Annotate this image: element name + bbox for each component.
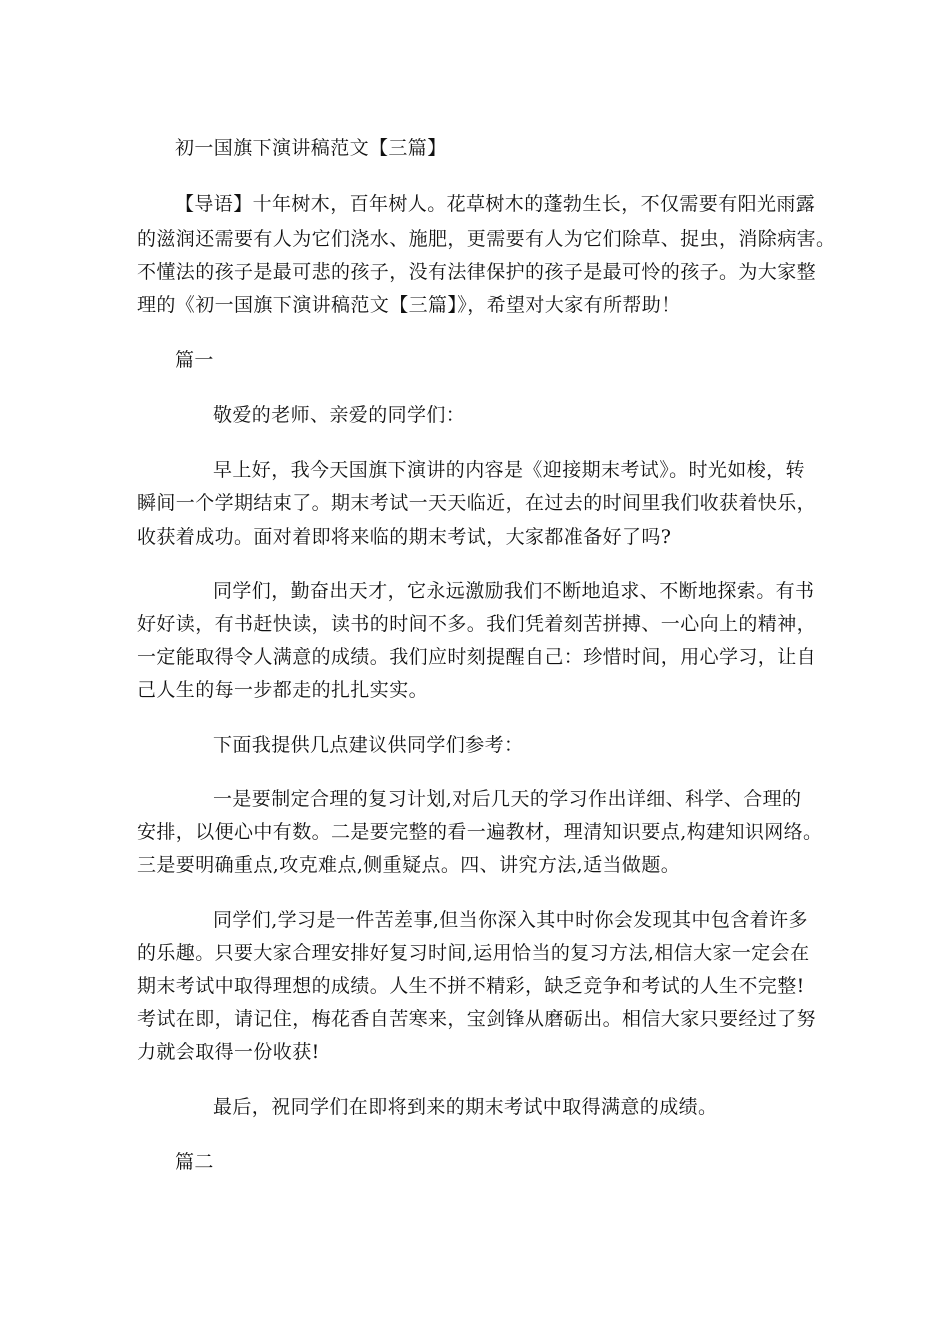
paragraph-line: 瞬间一个学期结束了。期末考试一天天临近，在过去的时间里我们收获着快乐， (137, 492, 817, 514)
greeting: 敬爱的老师、亲爱的同学们： (213, 404, 466, 426)
paragraph-line: 期末考试中取得理想的成绩。人生不拼不精彩，缺乏竞争和考试的人生不完整! (137, 975, 805, 997)
paragraph-line: 同学们，勤奋出天才，它永远激励我们不断地追求、不断地探索。有书 (213, 580, 815, 602)
paragraph-line: 的乐趣。只要大家合理安排好复习时间,运用恰当的复习方法,相信大家一定会在 (137, 942, 810, 964)
paragraph-line: 一是要制定合理的复习计划,对后几天的学习作出详细、科学、合理的 (213, 788, 802, 810)
section-heading-1: 篇一 (175, 349, 214, 371)
paragraph-line: 考试在即，请记住，梅花香自苦寒来，宝剑锋从磨砺出。相信大家只要经过了努 (137, 1008, 817, 1030)
paragraph-6: 最后，祝同学们在即将到来的期末考试中取得满意的成绩。 (213, 1096, 718, 1118)
paragraph-3: 下面我提供几点建议供同学们参考： (213, 734, 524, 756)
paragraph-line: 早上好，我今天国旗下演讲的内容是《迎接期末考试》。时光如梭，转 (213, 459, 805, 481)
paragraph-line: 一定能取得令人满意的成绩。我们应时刻提醒自己：珍惜时间，用心学习，让自 (137, 646, 817, 668)
paragraph-line: 收获着成功。面对着即将来临的期末考试，大家都准备好了吗? (137, 526, 672, 548)
intro-line: 【导语】十年树木，百年树人。花草树木的蓬勃生长，不仅需要有阳光雨露 (175, 193, 816, 215)
intro-line: 理的《初一国旗下演讲稿范文【三篇】》，希望对大家有所帮助！ (137, 294, 681, 316)
intro-line: 不懂法的孩子是最可悲的孩子，没有法律保护的孩子是最可怜的孩子。为大家整 (137, 261, 817, 283)
section-heading-2: 篇二 (175, 1151, 214, 1173)
paragraph-line: 己人生的每一步都走的扎扎实实。 (137, 679, 429, 701)
paragraph-line: 安排，以便心中有数。二是要完整的看一遍教材，理清知识要点,构建知识网络。 (137, 821, 823, 843)
paragraph-line: 同学们,学习是一件苦差事,但当你深入其中时你会发现其中包含着许多 (213, 909, 808, 931)
document-title: 初一国旗下演讲稿范文【三篇】 (175, 137, 447, 159)
paragraph-line: 三是要明确重点,攻克难点,侧重疑点。四、讲究方法,适当做题。 (137, 854, 681, 876)
paragraph-line: 好好读，有书赶快读，读书的时间不多。我们凭着刻苦拼搏、一心向上的精神， (137, 613, 817, 635)
paragraph-line: 力就会取得一份收获! (137, 1041, 320, 1063)
intro-line: 的滋润还需要有人为它们浇水、施肥，更需要有人为它们除草、捉虫，消除病害。 (137, 228, 836, 250)
